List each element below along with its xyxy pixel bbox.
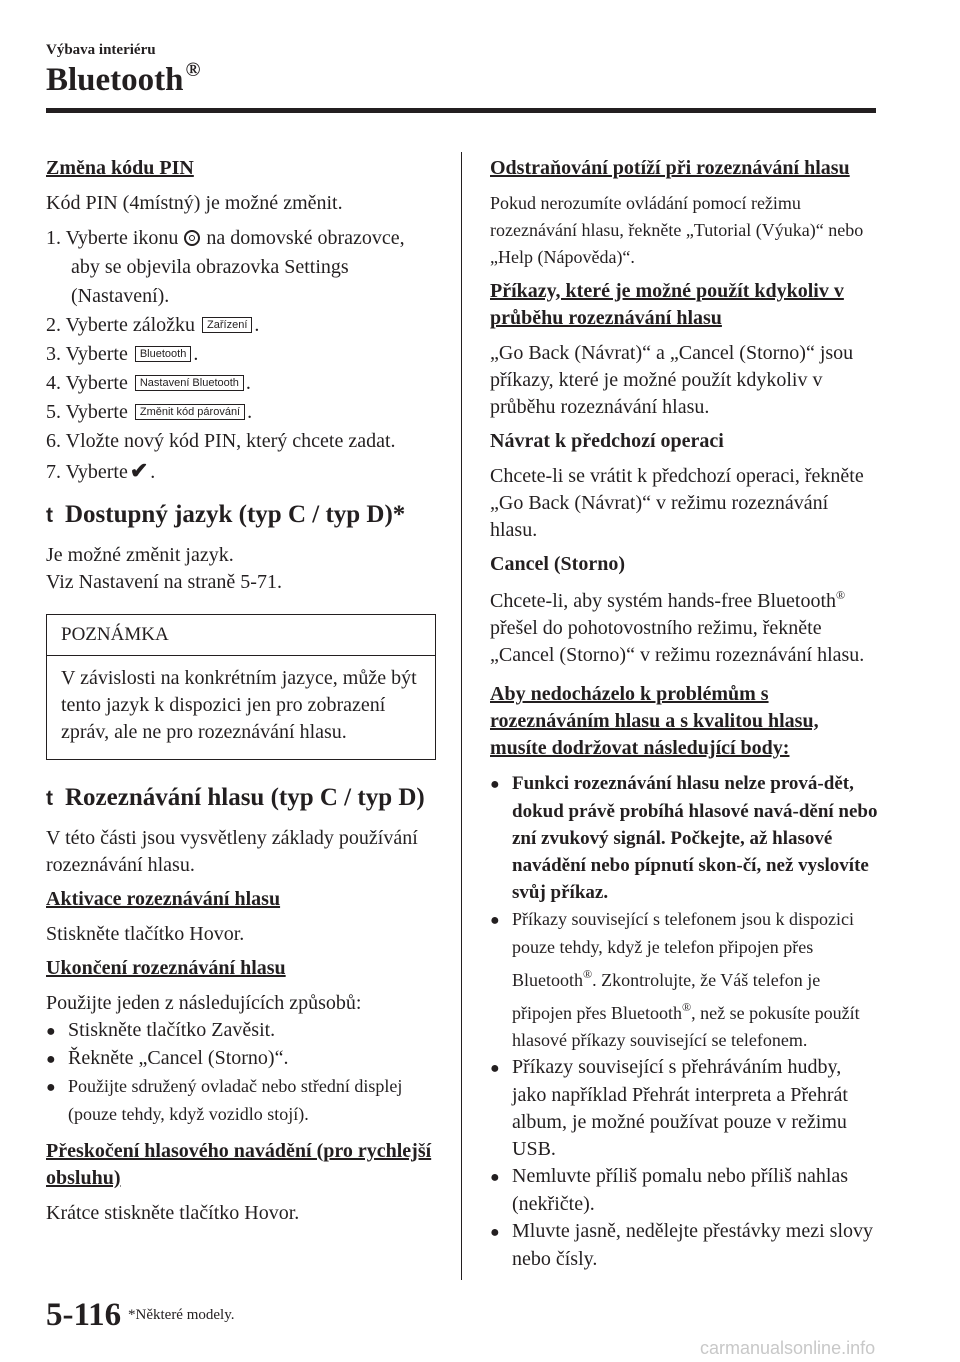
end-heading: Ukončení rozeznávání hlasu: [46, 957, 286, 979]
skip-text: Krátce stiskněte tlačítko Hovor.: [46, 1202, 300, 1224]
trouble-text: Pokud nerozumíte ovládání pomocí režimu rozeznávání hlasu, řekněte „Tutorial (Výuka)“ nebo „Help (Nápověda)“.: [490, 193, 864, 267]
step-7: 7. Vyberte✔ .: [46, 458, 156, 483]
bullet-icon: ●: [46, 1051, 56, 1068]
avoid-heading: Aby nedocházelo k problémům s rozeznáváním hlasu a s kvalitou hlasu, musíte dodržovat následující body:: [490, 683, 819, 759]
right-column: [490, 155, 880, 1283]
bullet-icon: ●: [490, 1224, 500, 1241]
activate-text: Stiskněte tlačítko Hovor.: [46, 923, 245, 945]
checkmark-icon: ✔: [129, 458, 149, 483]
list-item: ● Nemluvte příliš pomalu nebo příliš nahlas (nekřičte).: [490, 1165, 849, 1215]
commands-text: „Go Back (Návrat)“ a „Cancel (Storno)“ jsou příkazy, které je možné použít kdykoliv v průběhu rozeznávání hlasu.: [490, 342, 854, 418]
end-list: [46, 1017, 436, 1128]
bullet-icon: ●: [46, 1079, 56, 1096]
cancel-heading: Cancel (Storno): [490, 553, 625, 575]
note-title: POZNÁMKA: [47, 615, 435, 656]
list-item: ● Funkci rozeznávání hlasu nelze prová-dět, dokud právě probíhá hlasové navá-dění nebo zní zvukový signál. Počkejte, až hlasové navádění nebo pípnutí skon-čí, než vyslovíte svůj příkaz.: [490, 773, 878, 903]
page-number: 5-116: [46, 1297, 122, 1333]
column-divider: [461, 152, 462, 1280]
back-heading: Návrat k předchozí operaci: [490, 430, 724, 452]
page-title: Bluetooth ®: [46, 59, 201, 98]
list-item: ● Použijte sdružený ovladač nebo střední displej (pouze tehdy, když vozidlo stojí).: [46, 1076, 403, 1124]
skip-heading: Přeskočení hlasového navádění (pro rychlejší obsluhu): [46, 1140, 432, 1189]
pin-intro: Kód PIN (4místný) je možné změnit.: [46, 192, 343, 214]
step-4: 4. Vyberte Nastavení Bluetooth .: [46, 372, 251, 394]
step-5: 5. Vyberte Změnit kód párování .: [46, 401, 253, 423]
settings-gear-icon: [184, 230, 200, 246]
step-1: 1. Vyberte ikonu na domovské obrazovce, aby se objevila obrazovka Settings (Nastavení).: [46, 227, 405, 307]
step-3: 3. Vyberte Bluetooth .: [46, 343, 199, 365]
note-body: V závislosti na konkrétním jazyce, může být tento jazyk k dispozici jen pro zobrazení zpráv, ale ne pro rozeznávání hlasu.: [61, 667, 417, 743]
step-2: 2. Vyberte záložku Zařízení .: [46, 314, 260, 336]
cancel-text: Chcete-li, aby systém hands-free Bluetooth® přešel do pohotovostního režimu, řekněte „Cancel (Storno)“ v režimu rozeznávání hlasu.: [490, 588, 865, 666]
back-text: Chcete-li se vrátit k předchozí operaci, řekněte „Go Back (Návrat)“ v režimu rozeznávání hlasu.: [490, 465, 864, 541]
commands-heading: Příkazy, které je možné použít kdykoliv v průběhu rozeznávání hlasu: [490, 280, 844, 329]
pin-heading: Změna kódu PIN: [46, 157, 194, 179]
pin-steps: [46, 224, 436, 487]
left-column: [46, 155, 436, 1234]
change-pairing-code-button: Změnit kód párování: [135, 404, 245, 420]
bluetooth-button: Bluetooth: [135, 346, 191, 362]
end-intro: Použijte jeden z následujících způsobů:: [46, 992, 362, 1014]
header-rule: [46, 108, 876, 113]
watermark: carmanualsonline.info: [700, 1338, 876, 1358]
header-section: Výbava interiéru: [46, 42, 156, 58]
language-text-2: Viz Nastavení na straně 5-71.: [46, 571, 282, 593]
note-box: [46, 614, 436, 760]
tab-zarizeni-button: Zařízení: [202, 317, 252, 333]
list-item: ● Příkazy související s přehráváním hudby, jako například Přehrát interpreta a Přehrát album, je možné používat pouze v režimu USB.: [490, 1056, 848, 1160]
bullet-icon: ●: [490, 1169, 500, 1186]
voice-intro: V této části jsou vysvětleny základy používání rozeznávání hlasu.: [46, 827, 418, 876]
footnote: *Některé modely.: [128, 1307, 235, 1323]
activate-heading: Aktivace rozeznávání hlasu: [46, 888, 281, 910]
tips-list: [490, 770, 880, 1273]
step-6: 6. Vložte nový kód PIN, který chcete zadat.: [46, 430, 396, 452]
bullet-icon: ●: [46, 1023, 56, 1040]
list-item: ● Řekněte „Cancel (Storno)“.: [46, 1045, 436, 1073]
list-item: ● Příkazy související s telefonem jsou k dispozici pouze tehdy, když je telefon připojen přes Bluetooth®. Zkontrolujte, že Váš telefon je připojen přes Bluetooth®, než se pokusíte použít hlasové příkazy související se telefonem.: [490, 909, 860, 1050]
bluetooth-settings-button: Nastavení Bluetooth: [135, 375, 244, 391]
bullet-icon: ●: [490, 1060, 500, 1077]
list-item: ● Mluvte jasně, nedělejte přestávky mezi slovy nebo čísly.: [490, 1220, 874, 1270]
bullet-icon: ●: [490, 912, 500, 929]
language-section-heading: t Dostupný jazyk (typ C / typ D)*: [46, 501, 406, 528]
language-text-1: Je možné změnit jazyk.: [46, 544, 234, 566]
trouble-heading: Odstraňování potíží při rozeznávání hlasu: [490, 157, 850, 179]
list-item: ● Stiskněte tlačítko Zavěsit.: [46, 1017, 436, 1045]
voice-section-heading: t Rozeznávání hlasu (typ C / typ D): [46, 784, 425, 811]
bullet-icon: ●: [490, 776, 500, 793]
